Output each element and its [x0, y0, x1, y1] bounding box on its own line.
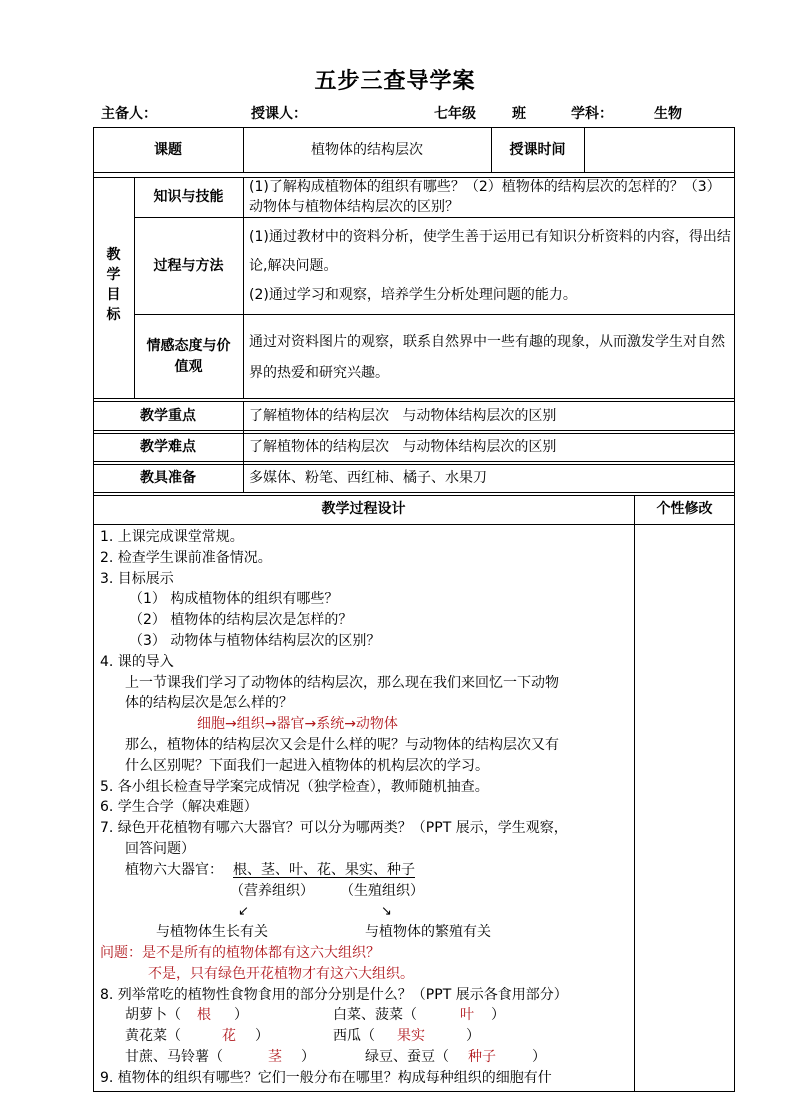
difficulties-value: 了解植物体的结构层次 与动物体结构层次的区别 — [249, 439, 557, 455]
process-line: （3） 动物体与植物体结构层次的区别？ — [129, 633, 381, 649]
process-line: 上一节课我们学习了动物体的结构层次，那么现在我们来回忆一下动物 — [125, 675, 559, 691]
row-divider — [93, 492, 735, 493]
food-item-close: ） — [255, 1028, 269, 1044]
page-title: 五步三查导学案 — [314, 69, 476, 94]
topic-value: 植物体的结构层次 — [311, 142, 423, 158]
goal-knowledge-label: 知识与技能 — [153, 189, 224, 205]
class-label: 班 — [512, 106, 526, 122]
materials-label: 教具准备 — [140, 470, 196, 486]
goals-label-char: 目 — [106, 287, 121, 303]
difficulties-label: 教学难点 — [140, 439, 196, 455]
subject-value: 生物 — [654, 106, 682, 122]
process-line: 7. 绿色开花植物有哪六大器官？可以分为哪两类？（PPT 展示，学生观察， — [100, 820, 568, 836]
goal-process-text-2: (2)通过学习和观察，培养学生分析处理问题的能力。 — [249, 287, 577, 303]
column-divider — [584, 127, 585, 172]
reproduction-related-label: 与植物体的繁殖有关 — [365, 924, 491, 940]
food-item-answer: 茎 — [268, 1049, 282, 1065]
arrow-left-icon: ↙ — [238, 904, 249, 919]
row-divider — [134, 314, 735, 315]
time-value-field[interactable] — [586, 140, 732, 160]
topic-label: 课题 — [154, 142, 182, 158]
goal-knowledge-text: (1)了解构成植物体的组织有哪些？（2）植物体的结构层次的怎样的？（3）动物体与植物体结构层次的区别？ — [249, 179, 721, 215]
preparer-label: 主备人： — [101, 106, 157, 122]
grade-label: 七年级 — [434, 106, 476, 122]
process-design-header: 教学过程设计 — [321, 501, 406, 517]
food-item-name: 白菜、菠菜（ — [333, 1007, 417, 1023]
column-divider — [243, 177, 244, 398]
column-divider — [634, 495, 635, 1092]
process-line: 回答问题） — [125, 841, 195, 857]
food-item-answer: 叶 — [460, 1007, 474, 1023]
food-item-name: 黄花菜（ — [125, 1028, 181, 1044]
process-line: 1. 上课完成课堂常规。 — [100, 529, 244, 545]
process-line: 2. 检查学生课前准备情况。 — [100, 550, 272, 566]
food-item-name: 绿豆、蚕豆（ — [365, 1049, 449, 1065]
row-divider — [93, 172, 735, 173]
goals-label-char: 标 — [106, 307, 121, 323]
process-line: 8. 列举常吃的植物性食物食用的部分分别是什么？（PPT 展示各食用部分） — [100, 987, 568, 1003]
key-points-label: 教学重点 — [140, 408, 196, 424]
process-line: 6. 学生合学（解决难题） — [100, 799, 258, 815]
goal-process-label: 过程与方法 — [153, 258, 224, 274]
column-divider — [134, 177, 135, 398]
time-label: 授课时间 — [509, 142, 566, 158]
row-divider — [93, 464, 735, 465]
growth-related-label: 与植物体生长有关 — [156, 924, 268, 940]
food-item-close: ） — [532, 1049, 546, 1065]
row-divider — [93, 398, 735, 399]
goals-label-char: 学 — [106, 267, 121, 283]
food-item-answer: 花 — [222, 1028, 236, 1044]
goals-label — [93, 245, 134, 325]
row-divider — [93, 430, 735, 431]
row-divider — [93, 524, 735, 525]
row-divider — [93, 461, 735, 462]
question-line: 问题：是不是所有的植物体都有这六大组织？ — [100, 945, 380, 961]
reproductive-group-label: （生殖组织） — [340, 883, 424, 899]
food-item-name: 甘蔗、马铃薯（ — [125, 1049, 223, 1065]
process-line: 什么区别呢？下面我们一起进入植物体的机构层次的学习。 — [125, 758, 489, 774]
materials-value: 多媒体、粉笔、西红柿、橘子、水果刀 — [249, 470, 487, 486]
food-item-name: 胡萝卜（ — [125, 1007, 181, 1023]
goal-process-text-1: (1)通过教材中的资料分析，使学生善于运用已有知识分析资料的内容，得出结论,解决问题。 — [249, 229, 731, 274]
column-divider — [243, 401, 244, 492]
goal-attitude-label: 情感态度与价值观 — [146, 338, 231, 375]
row-divider — [93, 495, 735, 496]
food-item-close: ） — [491, 1007, 505, 1023]
organ-list: 根、茎、叶、花、果实、种子 — [233, 862, 415, 878]
process-line: 那么，植物体的结构层次又会是什么样的呢？与动物体的结构层次又有 — [125, 737, 559, 753]
answer-line: 不是，只有绿色开花植物才有这六大组织。 — [148, 966, 414, 982]
goals-label-char: 教 — [106, 247, 121, 263]
organ-list-label: 植物六大器官： — [125, 862, 223, 878]
vegetative-group-label: （营养组织） — [230, 883, 314, 899]
food-item-close: ） — [466, 1028, 480, 1044]
process-line: 9. 植物体的组织有哪些？它们一般分布在哪里？构成每种组织的细胞有什 — [100, 1070, 552, 1086]
personal-modification-header: 个性修改 — [656, 501, 713, 517]
teacher-label: 授课人： — [251, 106, 307, 122]
process-line: （1） 构成植物体的组织有哪些？ — [129, 591, 339, 607]
food-item-close: ） — [234, 1007, 248, 1023]
key-points-value: 了解植物体的结构层次 与动物体结构层次的区别 — [249, 408, 557, 424]
food-item-name: 西瓜（ — [333, 1028, 375, 1044]
process-line: 4. 课的导入 — [100, 654, 174, 670]
subject-label: 学科： — [571, 106, 613, 122]
food-item-answer: 根 — [197, 1007, 211, 1023]
row-divider — [93, 401, 735, 402]
food-item-close: ） — [301, 1049, 315, 1065]
arrow-right-icon: ↘ — [381, 904, 392, 919]
row-divider — [134, 217, 735, 218]
process-line: 3. 目标展示 — [100, 571, 174, 587]
goal-attitude-text: 通过对资料图片的观察，联系自然界中一些有趣的现象，从而激发学生对自然界的热爱和研究兴趣。 — [249, 334, 725, 381]
process-line: 5. 各小组长检查导学案完成情况（独学检查），教师随机抽查。 — [100, 779, 489, 795]
row-divider — [93, 433, 735, 434]
food-item-answer: 果实 — [397, 1028, 425, 1044]
animal-hierarchy-chain: 细胞→组织→器官→系统→动物体 — [197, 716, 398, 732]
process-line: （2） 植物体的结构层次是怎样的？ — [129, 612, 353, 628]
process-line: 体的结构层次是怎么样的？ — [125, 695, 293, 711]
food-item-answer: 种子 — [468, 1049, 496, 1065]
